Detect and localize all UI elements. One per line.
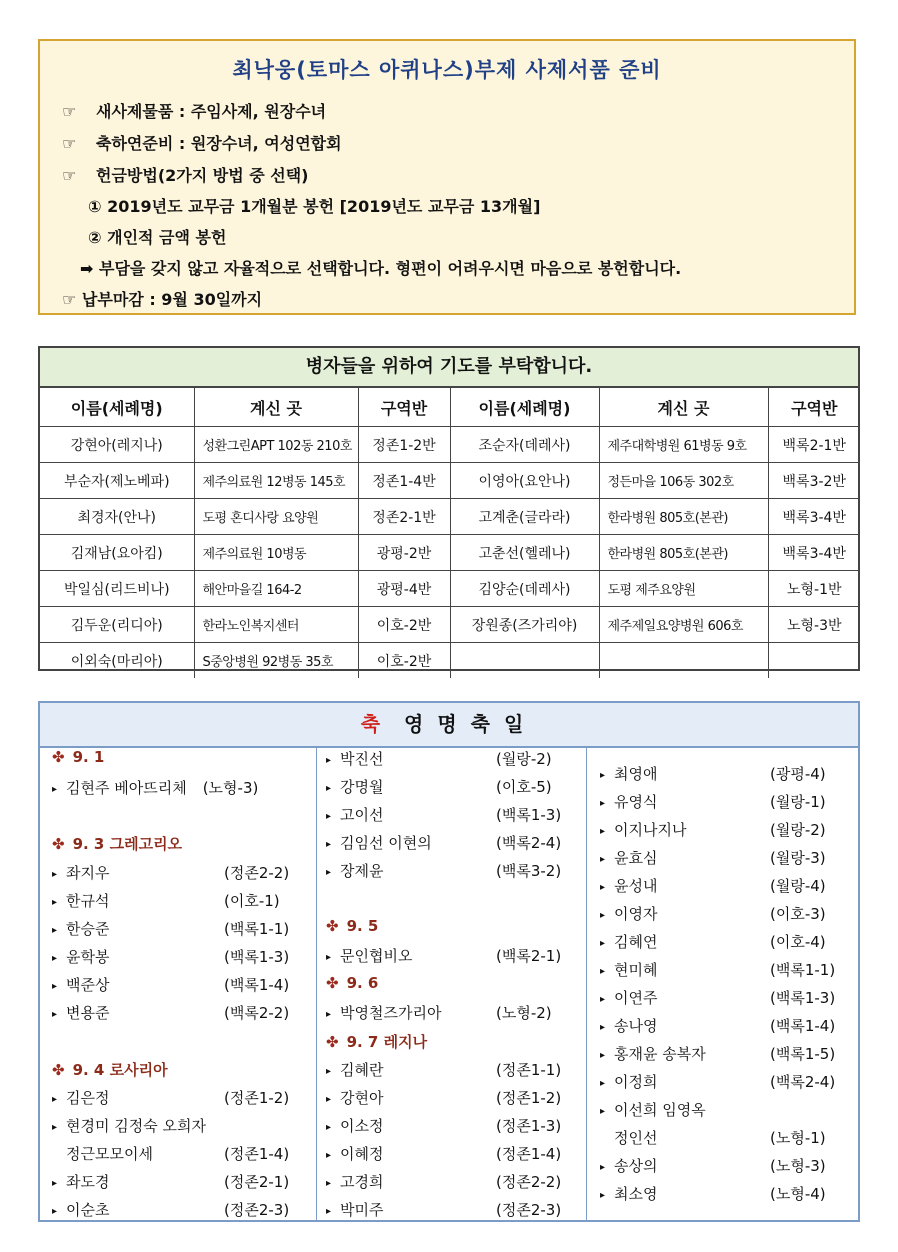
member-group: (백록2-4) — [496, 834, 562, 852]
location-cell: 제주대학병원 61병동 9호 — [599, 427, 768, 463]
list-item — [326, 776, 576, 797]
notice-note — [80, 256, 681, 279]
pointing-hand-icon: ☞ — [62, 134, 77, 153]
location-cell: 한라병원 805호(본관) — [599, 499, 768, 535]
location-cell: 성환그린APT 102동 210호 — [194, 427, 358, 463]
member-group: (백록1-1) — [770, 961, 836, 979]
list-item — [600, 847, 850, 868]
name-cell: 이외숙(마리아) — [40, 643, 194, 679]
prayer-table — [40, 387, 860, 678]
district-cell: 백록2-1반 — [768, 427, 860, 463]
name-cell: 김재남(요아킴) — [40, 535, 194, 571]
triangle-bullet-icon: ▸ — [52, 981, 58, 992]
feast-date-text: 9. 7 레지나 — [346, 1033, 428, 1051]
member-name: 변용준 — [66, 1004, 110, 1022]
name-cell: 박일심(리드비나) — [40, 571, 194, 607]
list-item — [326, 945, 576, 966]
district-cell: 노형-1반 — [768, 571, 860, 607]
list-item — [52, 777, 258, 798]
district-cell — [768, 643, 860, 679]
table-row — [40, 607, 860, 643]
feast-date-heading — [52, 748, 104, 766]
triangle-bullet-icon: ▸ — [600, 1190, 606, 1201]
member-name: 이소정 — [340, 1117, 384, 1135]
triangle-bullet-icon: ▸ — [326, 839, 332, 850]
name-cell: 이영아(요안나) — [450, 463, 599, 499]
triangle-bullet-icon: ▸ — [326, 952, 332, 963]
column-divider — [586, 746, 587, 1220]
column-header: 계신 곳 — [599, 388, 768, 427]
list-item — [326, 1115, 576, 1136]
list-item — [600, 987, 850, 1008]
list-item — [600, 903, 850, 924]
member-group: (백록2-2) — [224, 1004, 290, 1022]
feast-title-rest: 영명축일 — [404, 712, 538, 736]
column-header: 구역반 — [768, 388, 860, 427]
triangle-bullet-icon: ▸ — [52, 1206, 58, 1217]
triangle-bullet-icon: ▸ — [326, 1178, 332, 1189]
member-name: 유영식 — [614, 793, 658, 811]
member-group: (백록2-4) — [770, 1073, 836, 1091]
member-group: (백록1-3) — [770, 989, 836, 1007]
table-row — [40, 571, 860, 607]
member-name: 현경미 김정숙 오희자 — [66, 1117, 206, 1135]
name-cell — [450, 643, 599, 679]
notice-item-text: 새사제물품 : 주임사제, 원장수녀 — [96, 102, 327, 121]
name-cell: 장원종(즈가리야) — [450, 607, 599, 643]
list-item — [600, 1155, 850, 1176]
member-name: 윤성내 — [614, 877, 658, 895]
triangle-bullet-icon: ▸ — [600, 1106, 606, 1117]
list-item — [600, 763, 850, 784]
triangle-bullet-icon: ▸ — [600, 854, 606, 865]
clover-icon: ✤ — [52, 835, 65, 853]
feast-date-text: 9. 4 로사리아 — [72, 1061, 168, 1079]
member-group: (정존1-4) — [496, 1145, 562, 1163]
feast-date-text: 9. 6 — [346, 974, 379, 992]
list-item — [600, 1099, 850, 1120]
triangle-bullet-icon: ▸ — [326, 867, 332, 878]
name-cell: 고계춘(글라라) — [450, 499, 599, 535]
triangle-bullet-icon: ▸ — [600, 1050, 606, 1061]
location-cell: 제주의료원 12병동 145호 — [194, 463, 358, 499]
member-name: 이선희 임영옥 — [614, 1101, 706, 1119]
member-group: (월랑-3) — [770, 849, 826, 867]
pointing-hand-icon: ☞ — [62, 290, 77, 309]
list-item — [326, 1002, 576, 1023]
member-name: 윤학봉 — [66, 948, 110, 966]
member-name: 이영자 — [614, 905, 658, 923]
location-cell: 해안마을길 164-2 — [194, 571, 358, 607]
district-cell: 이호-2반 — [358, 607, 450, 643]
location-cell: 한라병원 805호(본관) — [599, 535, 768, 571]
clover-icon: ✤ — [326, 917, 339, 935]
member-name: 고경희 — [340, 1173, 384, 1191]
triangle-bullet-icon: ▸ — [600, 1078, 606, 1089]
feast-date-text: 9. 5 — [346, 917, 379, 935]
member-group: (정존2-3) — [224, 1201, 290, 1219]
triangle-bullet-icon: ▸ — [52, 784, 58, 795]
district-cell: 백록3-2반 — [768, 463, 860, 499]
member-name: 한규석 — [66, 892, 110, 910]
name-cell: 고춘선(헬레나) — [450, 535, 599, 571]
member-group: (백록1-5) — [770, 1045, 836, 1063]
member-group: (백록1-3) — [224, 948, 290, 966]
list-item — [52, 1115, 302, 1136]
member-name: 박진선 — [340, 750, 384, 768]
district-cell: 정존1-2반 — [358, 427, 450, 463]
list-item — [52, 862, 302, 883]
member-name: 윤효심 — [614, 849, 658, 867]
member-group: (백록1-3) — [496, 806, 562, 824]
notice-item — [62, 131, 342, 154]
list-item — [52, 974, 302, 995]
list-item — [326, 860, 576, 881]
triangle-bullet-icon: ▸ — [52, 1178, 58, 1189]
member-name: 송상의 — [614, 1157, 658, 1175]
triangle-bullet-icon: ▸ — [600, 882, 606, 893]
notice-note-text: 부담을 갖지 않고 자율적으로 선택합니다. 형편이 어려우시면 마음으로 봉헌합니다. — [98, 259, 682, 278]
district-cell: 정존1-4반 — [358, 463, 450, 499]
member-group: (노형-2) — [496, 1004, 552, 1022]
member-name: 고이선 — [340, 806, 384, 824]
member-name: 김현주 베아뜨리체 — [66, 779, 187, 797]
notice-item-text: 축하연준비 : 원장수녀, 여성연합회 — [96, 134, 342, 153]
list-item — [600, 791, 850, 812]
name-cell: 김양순(데레사) — [450, 571, 599, 607]
feast-date-heading — [326, 917, 378, 935]
prayer-request-box — [38, 346, 860, 671]
member-group: (백록1-4) — [224, 976, 290, 994]
member-group: (정존1-1) — [496, 1061, 562, 1079]
column-header: 이름(세례명) — [450, 388, 599, 427]
clover-icon: ✤ — [326, 1033, 339, 1051]
member-group: (노형-3) — [770, 1157, 826, 1175]
member-name: 정인선 — [614, 1129, 658, 1147]
member-group: (백록2-1) — [496, 947, 562, 965]
feast-date-heading — [52, 833, 182, 854]
member-group: (정존2-2) — [224, 864, 290, 882]
member-group: (백록3-2) — [496, 862, 562, 880]
notice-title: 최낙웅(토마스 아퀴나스)부제 사제서품 준비 — [232, 58, 662, 82]
notice-option: ② 개인적 금액 봉헌 — [88, 228, 227, 247]
location-cell: 도평 제주요양원 — [599, 571, 768, 607]
member-name: 이혜정 — [340, 1145, 384, 1163]
member-name: 김은정 — [66, 1089, 110, 1107]
triangle-bullet-icon: ▸ — [600, 770, 606, 781]
triangle-bullet-icon: ▸ — [600, 910, 606, 921]
name-cell: 조순자(데레사) — [450, 427, 599, 463]
member-name: 이연주 — [614, 989, 658, 1007]
triangle-bullet-icon: ▸ — [326, 1009, 332, 1020]
member-group: (월랑-2) — [770, 821, 826, 839]
member-group: (월랑-1) — [770, 793, 826, 811]
member-name: 김혜란 — [340, 1061, 384, 1079]
notice-item — [62, 163, 309, 186]
triangle-bullet-icon: ▸ — [52, 897, 58, 908]
triangle-bullet-icon: ▸ — [52, 1009, 58, 1020]
triangle-bullet-icon: ▸ — [326, 811, 332, 822]
table-row — [40, 499, 860, 535]
list-item — [600, 1015, 850, 1036]
member-group: (월랑-4) — [770, 877, 826, 895]
triangle-bullet-icon: ▸ — [326, 1206, 332, 1217]
triangle-bullet-icon: ▸ — [600, 1162, 606, 1173]
triangle-bullet-icon: ▸ — [52, 925, 58, 936]
column-divider — [316, 746, 317, 1220]
member-group: (노형-3) — [202, 779, 259, 797]
prayer-title: 병자들을 위하여 기도를 부탁합니다. — [40, 348, 858, 387]
name-cell: 최경자(안나) — [40, 499, 194, 535]
name-cell: 김두운(리디아) — [40, 607, 194, 643]
list-item — [52, 1171, 302, 1192]
triangle-bullet-icon: ▸ — [52, 953, 58, 964]
clover-icon: ✤ — [52, 1061, 65, 1079]
list-item — [326, 1199, 576, 1220]
list-item — [600, 1071, 850, 1092]
member-group: (이호-5) — [496, 778, 552, 796]
list-item — [326, 804, 576, 825]
member-name: 최소영 — [614, 1185, 658, 1203]
member-group: (정존1-2) — [496, 1089, 562, 1107]
column-header: 이름(세례명) — [40, 388, 194, 427]
member-name: 좌도경 — [66, 1173, 110, 1191]
list-item — [326, 1143, 576, 1164]
list-item — [52, 1002, 302, 1023]
member-name: 정근모모이세 — [66, 1145, 153, 1163]
feast-day-box — [38, 701, 860, 1222]
member-name: 한승준 — [66, 920, 110, 938]
table-row — [40, 643, 860, 679]
list-item — [600, 1183, 850, 1204]
member-group: (정존1-4) — [224, 1145, 290, 1163]
notice-deadline — [62, 287, 262, 310]
member-name: 김혜연 — [614, 933, 658, 951]
notice-item — [62, 99, 326, 122]
location-cell — [599, 643, 768, 679]
triangle-bullet-icon: ▸ — [326, 1094, 332, 1105]
list-item — [326, 1059, 576, 1080]
name-cell: 부순자(제노베파) — [40, 463, 194, 499]
district-cell: 노형-3반 — [768, 607, 860, 643]
member-name: 강명월 — [340, 778, 384, 796]
pointing-hand-icon: ☞ — [62, 102, 77, 121]
location-cell: 한라노인복지센터 — [194, 607, 358, 643]
member-group: (정존1-3) — [496, 1117, 562, 1135]
ordination-notice-box — [38, 39, 856, 315]
member-name: 이지나지나 — [614, 821, 687, 839]
member-name: 좌지우 — [66, 864, 110, 882]
triangle-bullet-icon: ▸ — [52, 869, 58, 880]
triangle-bullet-icon: ▸ — [600, 798, 606, 809]
triangle-bullet-icon: ▸ — [52, 1094, 58, 1105]
location-cell: 도평 혼디사랑 요양원 — [194, 499, 358, 535]
member-group: (정존1-2) — [224, 1089, 290, 1107]
pointing-hand-icon: ☞ — [62, 166, 77, 185]
member-name: 이정희 — [614, 1073, 658, 1091]
location-cell: 제주제일요양병원 606호 — [599, 607, 768, 643]
table-header-row — [40, 388, 860, 427]
member-name: 백준상 — [66, 976, 110, 994]
triangle-bullet-icon: ▸ — [326, 755, 332, 766]
member-name: 강현아 — [340, 1089, 384, 1107]
triangle-bullet-icon: ▸ — [600, 1022, 606, 1033]
location-cell: 제주의료원 10병동 — [194, 535, 358, 571]
list-item-continued — [600, 1127, 850, 1148]
name-cell: 강현아(레지나) — [40, 427, 194, 463]
member-group: (이호-4) — [770, 933, 826, 951]
list-item — [600, 931, 850, 952]
member-group: (노형-4) — [770, 1185, 826, 1203]
list-item — [326, 1087, 576, 1108]
arrow-right-icon: ➡ — [80, 259, 94, 278]
table-row — [40, 463, 860, 499]
list-item — [326, 748, 576, 769]
column-header: 계신 곳 — [194, 388, 358, 427]
district-cell: 백록3-4반 — [768, 535, 860, 571]
clover-icon: ✤ — [52, 748, 65, 766]
member-group: (광평-4) — [770, 765, 826, 783]
feast-date-heading — [326, 974, 378, 992]
clover-icon: ✤ — [326, 974, 339, 992]
column-header: 구역반 — [358, 388, 450, 427]
member-name: 박미주 — [340, 1201, 384, 1219]
member-group: (이호-3) — [770, 905, 826, 923]
member-name: 최영애 — [614, 765, 658, 783]
member-name: 박영철즈가리아 — [340, 1004, 442, 1022]
triangle-bullet-icon: ▸ — [600, 966, 606, 977]
district-cell: 이호-2반 — [358, 643, 450, 679]
member-group: (월랑-2) — [496, 750, 552, 768]
feast-day-title — [40, 703, 858, 748]
list-item — [326, 1171, 576, 1192]
location-cell: 정든마을 106동 302호 — [599, 463, 768, 499]
member-name: 현미혜 — [614, 961, 658, 979]
member-group: (이호-1) — [224, 892, 280, 910]
list-item — [600, 819, 850, 840]
feast-date-text: 9. 3 그레고리오 — [72, 835, 183, 853]
member-group: (정존2-1) — [224, 1173, 290, 1191]
list-item — [52, 1199, 302, 1220]
triangle-bullet-icon: ▸ — [326, 1122, 332, 1133]
triangle-bullet-icon: ▸ — [600, 994, 606, 1005]
feast-title-red: 축 — [360, 712, 405, 736]
location-cell: S중앙병원 92병동 35호 — [194, 643, 358, 679]
feast-date-text: 9. 1 — [72, 748, 105, 766]
member-name: 문인협비오 — [340, 947, 413, 965]
member-name: 김임선 이현의 — [340, 834, 432, 852]
member-name: 장제윤 — [340, 862, 384, 880]
triangle-bullet-icon: ▸ — [52, 1122, 58, 1133]
list-item — [600, 875, 850, 896]
member-name: 송나영 — [614, 1017, 658, 1035]
district-cell: 정존2-1반 — [358, 499, 450, 535]
district-cell: 광평-2반 — [358, 535, 450, 571]
list-item-continued — [52, 1143, 302, 1164]
triangle-bullet-icon: ▸ — [600, 938, 606, 949]
triangle-bullet-icon: ▸ — [326, 1066, 332, 1077]
list-item — [600, 959, 850, 980]
triangle-bullet-icon: ▸ — [326, 1150, 332, 1161]
member-group: (백록1-4) — [770, 1017, 836, 1035]
triangle-bullet-icon: ▸ — [326, 783, 332, 794]
member-group: (정존2-2) — [496, 1173, 562, 1191]
member-group: (노형-1) — [770, 1129, 826, 1147]
district-cell: 백록3-4반 — [768, 499, 860, 535]
feast-date-heading — [326, 1031, 427, 1052]
list-item — [600, 1043, 850, 1064]
member-group: (백록1-1) — [224, 920, 290, 938]
list-item — [52, 1087, 302, 1108]
notice-item-text: 헌금방법(2가지 방법 중 선택) — [96, 166, 309, 185]
member-group: (정존2-3) — [496, 1201, 562, 1219]
notice-deadline-text: 납부마감 : 9월 30일까지 — [81, 290, 263, 309]
list-item — [52, 890, 302, 911]
member-name: 홍재윤 송복자 — [614, 1045, 706, 1063]
notice-option: ① 2019년도 교무금 1개월분 봉헌 [2019년도 교무금 13개월] — [88, 197, 541, 216]
list-item — [52, 946, 302, 967]
table-row — [40, 427, 860, 463]
list-item — [326, 832, 576, 853]
triangle-bullet-icon: ▸ — [600, 826, 606, 837]
list-item — [52, 918, 302, 939]
feast-date-heading — [52, 1059, 168, 1080]
member-name: 이순초 — [66, 1201, 110, 1219]
district-cell: 광평-4반 — [358, 571, 450, 607]
table-row — [40, 535, 860, 571]
